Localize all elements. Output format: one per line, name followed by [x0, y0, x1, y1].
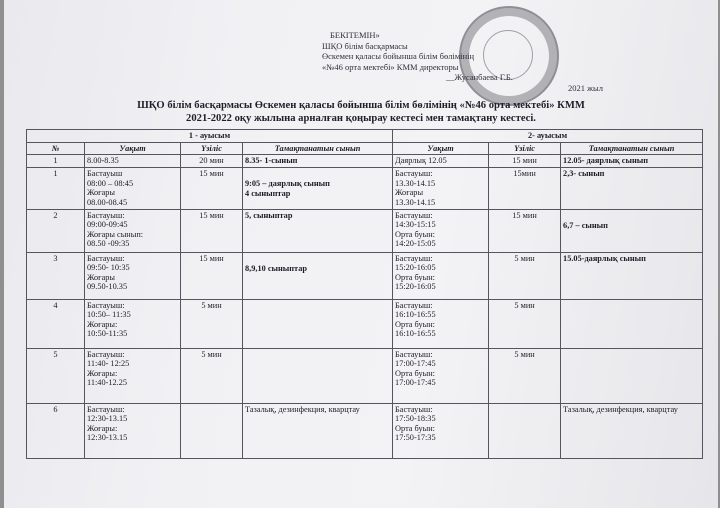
- cell-line: 17:50-18:35: [395, 414, 436, 424]
- shift-header-row: [27, 130, 703, 143]
- cell-line: 14:30-15:15: [395, 220, 436, 230]
- cell-line: 13.30-14.15: [395, 197, 436, 207]
- cell-line: Бастауыш:: [395, 210, 433, 220]
- cell-line: Бастауыш:: [87, 253, 125, 263]
- table-row: [27, 168, 703, 209]
- cell-line: Жоғары сынып:: [87, 229, 144, 239]
- table-row: [27, 299, 703, 348]
- cell-line: Орта буын:: [395, 368, 435, 378]
- cell-meal2: [561, 403, 703, 458]
- cell-num: 6: [27, 403, 85, 458]
- cell-line: Бастауыш:: [87, 300, 125, 310]
- cell-meal2: [561, 252, 703, 299]
- cell-line: 08:00 – 08:45: [87, 178, 134, 188]
- cell-line: 16:10-16:55: [395, 310, 436, 320]
- cell-line: 08.00-08.45: [87, 197, 128, 207]
- table-row: [27, 209, 703, 252]
- approval-line: Өскемен қаласы бойынша білім бөлімінің: [322, 51, 475, 61]
- cell-meal1: [243, 299, 393, 348]
- cell-break1: [181, 403, 243, 458]
- cell-meal1: 8.35- 1-сынып: [243, 155, 393, 168]
- cell-line: Бастауыш:: [87, 349, 125, 359]
- cell-break2: 15 мин: [489, 209, 561, 252]
- cell-line: 13.30-14.15: [395, 178, 436, 188]
- cell-meal2: 12.05- даярлық сынып: [561, 155, 703, 168]
- cell-line: 15:20-16:05: [395, 263, 436, 273]
- cell-line: 6,7 – сынып: [563, 220, 608, 230]
- cell-meal1: [243, 403, 393, 458]
- cell-num: 1: [27, 168, 85, 209]
- cell-line: Тазалық, дезинфекция, кварцтау: [563, 404, 678, 414]
- cell-line: Жоғары: [87, 272, 115, 282]
- approval-block: [322, 30, 702, 93]
- approval-signatory: __Жусанбаева Г.Б.: [446, 72, 513, 82]
- cell-line: 15:20-16:05: [395, 282, 436, 292]
- column-header-row: [27, 142, 703, 155]
- cell-line: 15.05-даярлық сынып: [563, 253, 646, 263]
- cell-break1: 15 мин: [181, 168, 243, 209]
- cell-break2: 5 мин: [489, 252, 561, 299]
- cell-line: 16:10-16:55: [395, 329, 436, 339]
- cell-line: 14:20-15:05: [395, 239, 436, 249]
- table-row: [27, 348, 703, 403]
- cell-break2: [489, 403, 561, 458]
- cell-line: Бастауыш:: [395, 404, 433, 414]
- cell-line: 11:40- 12:25: [87, 359, 130, 369]
- cell-line: 08.50 -09:35: [87, 239, 130, 249]
- cell-line: Бастауыш:: [87, 210, 125, 220]
- cell-line: Орта буын:: [395, 423, 435, 433]
- approval-heading: БЕКІТЕМІН»: [330, 30, 380, 40]
- cell-meal2: [561, 348, 703, 403]
- cell-line: 2,3- сынып: [563, 169, 605, 179]
- cell-line: Бастауыш:: [87, 404, 125, 414]
- cell-num: 4: [27, 299, 85, 348]
- approval-line: ШҚО білім басқармасы: [322, 40, 408, 51]
- cell-line: Бастауыш:: [395, 169, 433, 179]
- cell-line: Тазалық, дезинфекция, кварцтау: [245, 404, 360, 414]
- cell-break1: 5 мин: [181, 348, 243, 403]
- cell-num: 1: [27, 155, 85, 168]
- cell-meal1: [243, 209, 393, 252]
- cell-line: Жоғары: [87, 188, 115, 198]
- cell-meal2: [561, 299, 703, 348]
- table-row: [27, 252, 703, 299]
- cell-meal1: [243, 168, 393, 209]
- cell-line: 09:00-09:45: [87, 220, 128, 230]
- col-header-meal2: Тамақтанатын сынып: [561, 142, 703, 155]
- cell-break1: 15 мин: [181, 252, 243, 299]
- document-title: ШҚО білім басқармасы Өскемен қаласы бойынша білім бөлімінің «№46 орта мектебі» КММ: [137, 100, 585, 111]
- approval-line: «№46 орта мектебі» КММ директоры: [322, 61, 459, 72]
- document-page: [4, 0, 718, 508]
- col-header-break2: Үзіліс: [489, 142, 561, 155]
- cell-line: 09.50-10.35: [87, 282, 128, 292]
- cell-time2: [393, 299, 489, 348]
- cell-time1: [85, 252, 181, 299]
- cell-num: 2: [27, 209, 85, 252]
- cell-meal1: [243, 252, 393, 299]
- cell-time1: [85, 168, 181, 209]
- cell-line: 8,9,10 сыныптар: [245, 263, 307, 273]
- col-header-num: №: [27, 142, 85, 155]
- col-header-break1: Үзіліс: [181, 142, 243, 155]
- cell-break2: 5 мин: [489, 348, 561, 403]
- cell-line: 9:05 – даярлық сынып: [245, 179, 330, 189]
- cell-break1: 20 мин: [181, 155, 243, 168]
- cell-line: 09:50- 10:35: [87, 263, 130, 273]
- cell-time2: [393, 168, 489, 209]
- cell-time1: [85, 209, 181, 252]
- cell-line: 12:30-13.15: [87, 433, 128, 443]
- cell-line: 4 сыныптар: [245, 188, 291, 198]
- cell-break1: 5 мин: [181, 299, 243, 348]
- cell-line: Жоғары:: [87, 368, 118, 378]
- cell-line: Орта буын:: [395, 229, 435, 239]
- cell-line: 5, сыныптар: [245, 210, 293, 220]
- table-row-preparatory: [27, 155, 703, 168]
- cell-line: 11:40-12.25: [87, 378, 128, 388]
- document-subtitle: 2021-2022 оқу жылына арналған қоңырау кестесі мен тамақтану кестесі.: [186, 113, 536, 124]
- cell-line: Бастауыш:: [395, 349, 433, 359]
- cell-num: 5: [27, 348, 85, 403]
- cell-line: Орта буын:: [395, 272, 435, 282]
- cell-break2: 15мин: [489, 168, 561, 209]
- col-header-meal1: Тамақтанатын сынып: [243, 142, 393, 155]
- cell-meal1: [243, 348, 393, 403]
- cell-break2: 5 мин: [489, 299, 561, 348]
- cell-time1: 8.00-8.35: [85, 155, 181, 168]
- cell-time2: [393, 348, 489, 403]
- cell-line: Бастауыш:: [395, 300, 433, 310]
- cell-line: Жоғары:: [87, 423, 118, 433]
- cell-num: 3: [27, 252, 85, 299]
- cell-time2: [393, 403, 489, 458]
- cell-line: 17:50-17:35: [395, 433, 436, 443]
- cell-line: Орта буын:: [395, 319, 435, 329]
- cell-line: 17:00-17:45: [395, 378, 436, 388]
- cell-meal2: [561, 209, 703, 252]
- cell-break1: 15 мин: [181, 209, 243, 252]
- cell-time1: [85, 403, 181, 458]
- cell-line: 12:30-13.15: [87, 414, 128, 424]
- approval-year: 2021 жыл: [568, 82, 603, 93]
- col-header-time1: Уақыт: [85, 142, 181, 155]
- cell-line: Бастауыш:: [395, 253, 433, 263]
- cell-time1: [85, 299, 181, 348]
- cell-time2: [393, 209, 489, 252]
- cell-time2: [393, 252, 489, 299]
- table-row: [27, 403, 703, 458]
- cell-break2: 15 мин: [489, 155, 561, 168]
- cell-line: Бастауыш: [87, 169, 123, 179]
- cell-line: Жоғары: [395, 188, 424, 198]
- schedule-table: [26, 129, 703, 459]
- shift1-header: 1 - ауысым: [27, 130, 393, 143]
- shift2-header: 2- ауысым: [393, 130, 703, 143]
- cell-meal2: [561, 168, 703, 209]
- cell-line: 10:50-11:35: [87, 329, 128, 339]
- cell-line: 17:00-17:45: [395, 359, 436, 369]
- cell-line: 10:50– 11:35: [87, 310, 131, 320]
- cell-time1: [85, 348, 181, 403]
- col-header-time2: Уақыт: [393, 142, 489, 155]
- cell-line: Жоғары:: [87, 319, 118, 329]
- cell-time2: Даярлық 12.05: [393, 155, 489, 168]
